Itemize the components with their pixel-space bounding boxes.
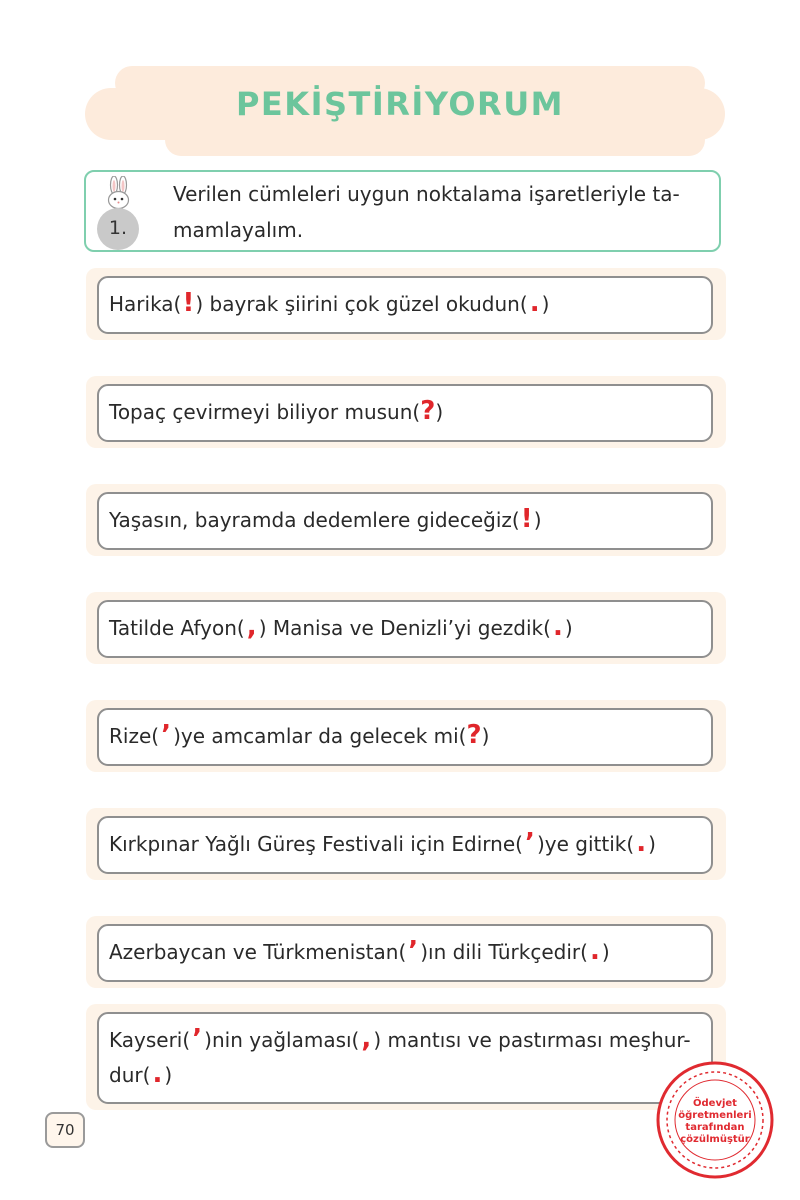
answer-mark: , [246, 612, 257, 642]
sentence-line [109, 1057, 701, 1092]
sentence-text: ) [164, 1063, 173, 1087]
exercise-instruction-box [84, 170, 721, 252]
answer-mark: ’ [161, 720, 171, 750]
title-band-bottom [165, 124, 705, 156]
sentence-text: )ye gittik( [536, 832, 635, 856]
exercise-number: 1. [108, 217, 128, 239]
stamp-line: öğretmenleri [678, 1110, 752, 1121]
exercise-number-circle [97, 208, 139, 250]
sentence-text: Rize( [109, 724, 160, 748]
instruction-line-1: Verilen cümleleri uygun noktalama işaretleriyle ta- [173, 182, 680, 206]
sentence-text: Harika( [109, 292, 182, 316]
sentence-text: ) [541, 292, 550, 316]
sentence-text: Azerbaycan ve Türkmenistan( [109, 940, 407, 964]
sentence-text: Kırkpınar Yağlı Güreş Festivali için Edirne( [109, 832, 523, 856]
stamp-line: Ödevjet [693, 1098, 737, 1109]
answer-mark: ? [466, 720, 482, 750]
sentence-item [97, 816, 713, 874]
sentence-text: ) Manisa ve Denizli’yi gezdik( [258, 616, 551, 640]
answer-mark: . [152, 1059, 163, 1089]
instruction-line-2: mamlayalım. [173, 218, 304, 242]
page-title: PEKİŞTİRİYORUM [235, 85, 565, 123]
sentence-text: ) [435, 400, 444, 424]
sentence-text: ) mantısı ve pastırması meşhur- [373, 1028, 691, 1052]
stamp-text [669, 1098, 761, 1146]
sentence-text: Tatilde Afyon( [109, 616, 245, 640]
sentence-item [97, 708, 713, 766]
sentence-text: )ın dili Türkçedir( [420, 940, 588, 964]
sentence-text: ) [481, 724, 490, 748]
answer-mark: , [361, 1024, 372, 1054]
sentence-text: )nin yağlaması( [204, 1028, 360, 1052]
sentence-text: Yaşasın, bayramda dedemlere gideceğiz( [109, 508, 520, 532]
stamp-line: çözülmüştür [680, 1134, 750, 1145]
sentence-line [109, 1022, 701, 1057]
answer-mark: ! [520, 504, 533, 534]
sentence-text: ) [601, 940, 610, 964]
sentence-text: Topaç çevirmeyi biliyor musun( [109, 400, 421, 424]
sentence-text: dur( [109, 1063, 151, 1087]
sentence-text: Kayseri( [109, 1028, 191, 1052]
sentence-item [97, 492, 713, 550]
answer-mark: . [529, 288, 540, 318]
exercise-instruction [173, 176, 693, 248]
stamp-seal [655, 1060, 775, 1180]
sentence-item [97, 276, 713, 334]
sentence-text: ) [648, 832, 656, 856]
answer-mark: ! [182, 288, 195, 318]
sentence-item [97, 924, 713, 982]
answer-mark: . [589, 936, 600, 966]
sentence-item [97, 384, 713, 442]
answer-mark: ’ [408, 936, 419, 966]
sentence-text: ) [533, 508, 542, 532]
bunny-icon [99, 176, 139, 210]
page-number: 70 [45, 1112, 85, 1148]
answer-mark: ’ [525, 828, 535, 858]
answer-mark: . [636, 828, 647, 858]
answer-mark: ? [420, 396, 436, 426]
sentence-item [97, 600, 713, 658]
sentence-text: ) [564, 616, 573, 640]
sentence-text: ) bayrak şiirini çok güzel okudun( [195, 292, 528, 316]
answer-mark: . [552, 612, 563, 642]
sentence-text: )ye amcamlar da gelecek mi( [173, 724, 467, 748]
sentence-item [97, 1012, 713, 1104]
answer-mark: ’ [192, 1024, 203, 1054]
stamp-line: tarafından [685, 1122, 745, 1133]
